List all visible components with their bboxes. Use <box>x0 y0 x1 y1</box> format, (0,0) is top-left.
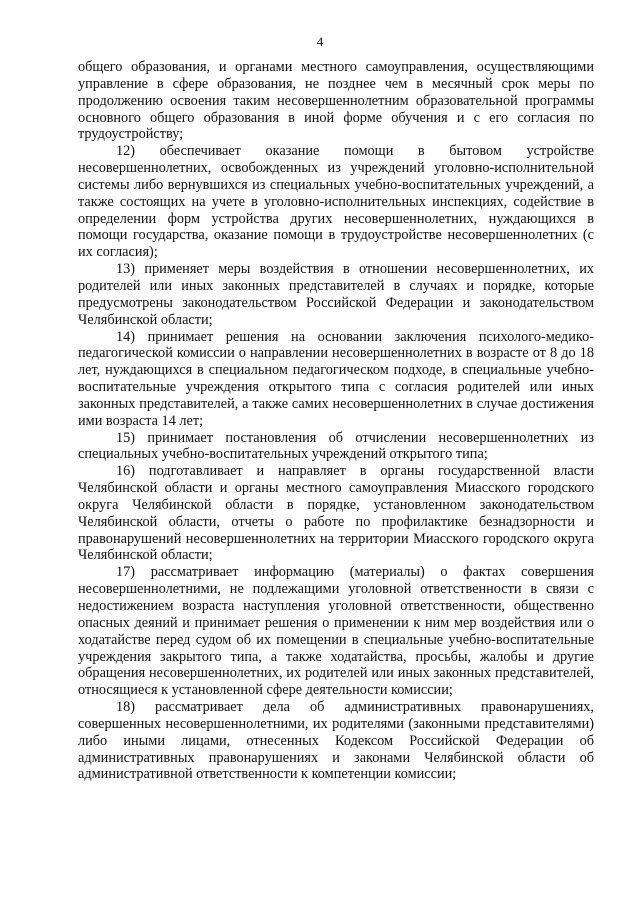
paragraph-item-13: 13) применяет меры воздействия в отношении несовершеннолетних, их родителей или иных законных представителей в случаях и порядке, которые предусмотрены законодательством Российской Федерации и законодательством Челябинской области; <box>78 261 594 328</box>
paragraph-item-17: 17) рассматривает информацию (материалы) о фактах совершения несовершеннолетними, не подлежащими уголовной ответственности в связи с недостижением возраста наступления уголовной ответственности, общественно опасных деяний и принимает решения о применении к ним мер воздействия или о ходатайстве перед судом об их помещении в специальные учебно-воспитательные учреждения закрытого типа, а также ходатайства, просьбы, жалобы и другие обращения несовершеннолетних, их родителей или иных законных представителей, относящиеся к установленной сфере деятельности комиссии; <box>78 564 594 699</box>
paragraph-item-15: 15) принимает постановления об отчислении несовершеннолетних из специальных учебно-воспитательных учреждений открытого типа; <box>78 429 594 463</box>
paragraph-item-18: 18) рассматривает дела об административных правонарушениях, совершенных несовершеннолетними, их родителями (законными представителями) либо иными лицами, отнесенных Кодексом Российской Федерации об административных правонарушениях и законами Челябинской области об административной ответственности к компетенции комиссии; <box>78 699 594 783</box>
paragraph-continuation: общего образования, и органами местного самоуправления, осуществляющими управление в сфере образования, не позднее чем в месячный срок меры по продолжению освоения таким несовершеннолетним образовательной программы основного общего образования в иной форме обучения и с его согласия по трудоустройству; <box>78 59 594 143</box>
paragraph-item-12: 12) обеспечивает оказание помощи в бытовом устройстве несовершеннолетних, освобожденных из учреждений уголовно-исполнительной системы либо вернувшихся из специальных учебно-воспитательных учреждений, а также состоящих на учете в уголовно-исполнительных инспекциях, содействие в определении форм устройства других несовершеннолетних, нуждающихся в помощи государства, оказание помощи в трудоустройстве несовершеннолетних (с их согласия); <box>78 143 594 261</box>
document-body <box>78 59 594 783</box>
paragraph-item-16: 16) подготавливает и направляет в органы государственной власти Челябинской области и органы местного самоуправления Миасского городского округа Челябинской области в порядке, установленном законодательством Челябинской области, отчеты о работе по профилактике безнадзорности и правонарушений несовершеннолетних на территории Миасского городского округа Челябинской области; <box>78 463 594 564</box>
paragraph-item-14: 14) принимает решения на основании заключения психолого-медико-педагогической комиссии о направлении несовершеннолетних в возрасте от 8 до 18 лет, нуждающихся в специальном педагогическом подходе, в специальные учебно-воспитательные учреждения открытого типа с согласия родителей или иных законных представителей, а также самих несовершеннолетних в случае достижения ими возраста 14 лет; <box>78 328 594 429</box>
page-number: 4 <box>316 34 324 49</box>
